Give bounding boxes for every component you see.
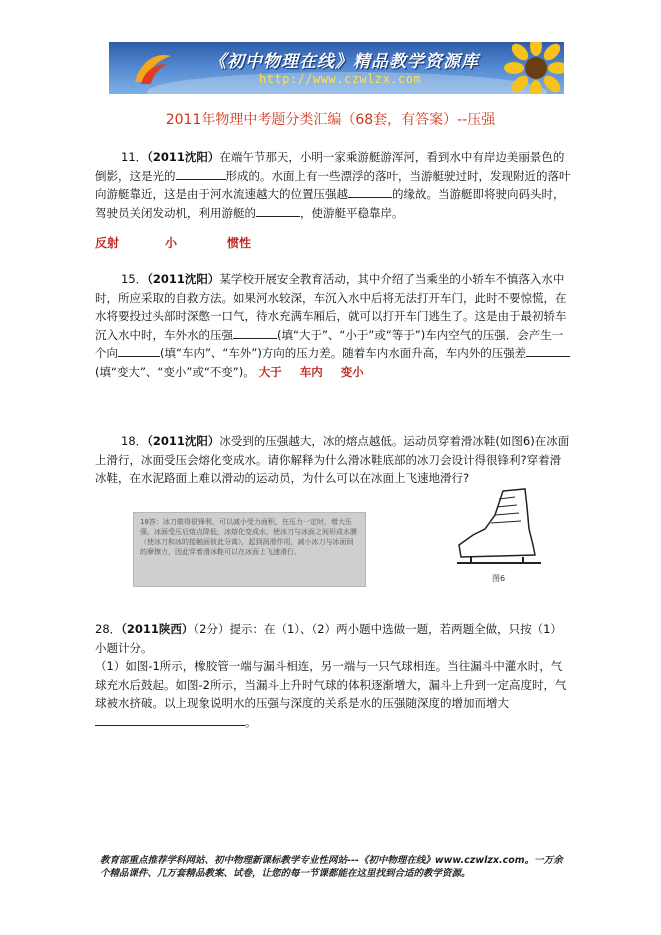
question-11	[95, 148, 571, 222]
answer-blank	[256, 204, 300, 217]
question-text: 某学校开展安全教育活动，其中介绍了当乘坐的小轿车不慎落入水中时，所应采取的自救方法。如果河水较深，车沉入水中后将无法打开车门，此时不要惊慌，在水将要投过头部时深憋一口气，待水充满车厢后，就可以打开车门逃生了。这是由于最初轿车沉入水中时，车外水的压强	[95, 272, 567, 342]
question-text: 形成的。水面上有一些漂浮的落叶，当游艇驶过时，发现附近的落叶向游艇靠近，这是由于河水流速越大的位置压强越	[95, 168, 571, 201]
answer-blank	[233, 326, 277, 339]
question-source: （2011陕西）	[121, 622, 194, 636]
question-text: 的缘故。当游艇即将驶向码头时，驾驶员关闭发动机，利用游艇的	[95, 187, 565, 220]
question-18	[95, 432, 571, 488]
answer-inset-image: 18答：冰刀做得很锋利，可以减小受力面积，在压力一定时，增大压强。冰面受压后熔点降低，冰熔化变成水，使冰刀与冰面之间形成水膜（使冰刀和冰的接触面彼此分离），起到润滑作用，减小冰刀与冰面间的摩擦力，因此穿着滑冰鞋可以在冰面上飞速滑行。	[133, 512, 366, 587]
answer-blank	[526, 344, 570, 357]
question-text: （1）如图-1所示，橡胶管一端与漏斗相连，另一端与一只气球相连。当往漏斗中灌水时，气球充水后鼓起。如图-2所示，当漏斗上升时气球的体积逐渐增大，漏斗上升到一定高度时，气球被水挤破。以上现象说明水的压强与深度的关系是水的压强随深度的增加而增大	[95, 659, 567, 710]
question-number: 11．	[121, 150, 148, 164]
question-source: （2011沈阳）	[147, 150, 220, 164]
question-text: ，使游艇平稳靠岸。	[300, 205, 404, 220]
question-text: (填“变大”、“变小”或“不变”)。	[95, 364, 255, 379]
answer-text: 变小	[340, 364, 364, 379]
question-source: （2011沈阳）	[147, 272, 220, 286]
answer-text: 车内	[299, 364, 323, 379]
question-15	[95, 270, 571, 381]
banner-url[interactable]: http://www.czwlzx.com	[259, 72, 422, 86]
question-number: 15．	[121, 272, 148, 286]
header-banner	[109, 42, 564, 94]
question-text: 。	[245, 714, 257, 729]
answer-blank	[118, 344, 160, 357]
question-text: 在端午节那天，小明一家乘游艇游浑河，看到水中有岸边美丽景色的倒影，这是光的	[95, 150, 565, 183]
question-text: (填“大于”、“小于”或“等于”)车内空气的压强．会产生一个向	[95, 327, 564, 360]
figure-label: 图6	[492, 574, 506, 583]
question-number: 18．	[121, 434, 148, 448]
answer-blank	[348, 185, 392, 198]
answer-text: 惯性	[227, 236, 252, 250]
footer-text: 教育部重点推荐学科网站、初中物理新课标教学专业性网站---《初中物理在线》www.czwlzx.com。一万余个精品课件、几万套精品教案、试卷，让您的每一节课都能在这里找到合适的教学资源。	[100, 855, 563, 879]
question-text: (填“车内”、“车外”)方向的压力差。随着车内水面升高，车内外的压强差	[160, 346, 527, 360]
ice-skate-icon	[455, 485, 545, 577]
question-28	[95, 620, 571, 731]
answer-text: 大于	[258, 364, 282, 379]
question-text: （2分）提示：在（1）、（2）两小题中选做一题，若两题全做，只按（1）小题计分。	[95, 622, 562, 655]
question-text: 冰受到的压强越大，冰的熔点越低。运动员穿着滑冰鞋(如图6)在冰面上滑行，冰面受压会熔化变成水。请你解释为什么滑冰鞋底部的冰刀会设计得很锋利?穿着滑冰鞋，在水泥路面上难以滑动的运动员，为什么可以在冰面上飞速地滑行?	[95, 434, 570, 485]
document-title: 2011年物理中考题分类汇编（68套，有答案）--压强	[165, 112, 496, 128]
answer-blank	[95, 713, 245, 726]
question-source: （2011沈阳）	[147, 434, 220, 448]
sunflower-icon	[504, 42, 564, 94]
question-number: 28．	[95, 622, 122, 636]
logo-icon	[131, 50, 175, 88]
answer-blank	[176, 167, 226, 180]
answer-text: 反射	[95, 236, 120, 250]
banner-title: 《初中物理在线》精品教学资源库	[209, 52, 479, 72]
answer-text: 小	[165, 236, 178, 250]
